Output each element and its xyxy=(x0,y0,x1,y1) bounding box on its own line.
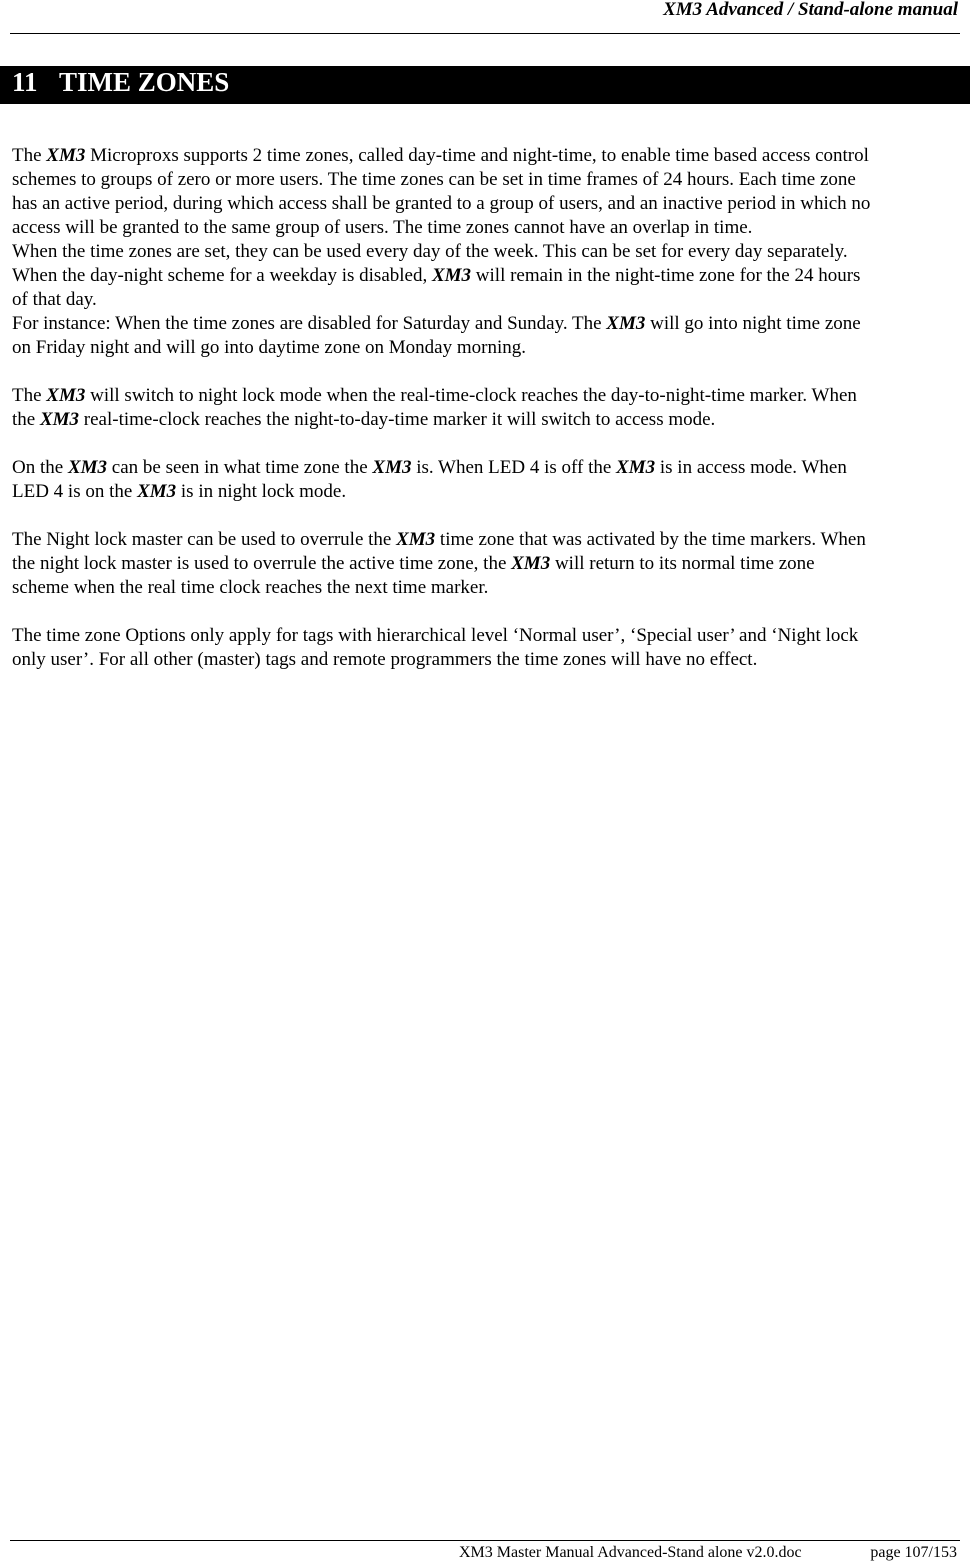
footer-document-name: XM3 Master Manual Advanced-Stand alone v2.0.doc xyxy=(459,1544,802,1561)
text-line: the night lock master is used to overrule the active time zone, the XM3 will return to its normal time zone xyxy=(12,553,815,574)
text-line: On the XM3 can be seen in what time zone the XM3 is. When LED 4 is off the XM3 is in access mode. When xyxy=(12,457,847,478)
text-line: The time zone Options only apply for tags with hierarchical level ‘Normal user’, ‘Special user’ and ‘Night lock xyxy=(12,625,859,646)
product-name: XM3 xyxy=(46,385,86,406)
product-name: XM3 xyxy=(46,145,86,166)
paragraph xyxy=(12,456,962,504)
page-header xyxy=(10,0,960,34)
text-line: For instance: When the time zones are disabled for Saturday and Sunday. The XM3 will go into night time zone xyxy=(12,313,861,334)
text-line: of that day. xyxy=(12,289,97,310)
product-name: XM3 xyxy=(616,457,656,478)
product-name: XM3 xyxy=(67,457,108,478)
text-line: only user’. For all other (master) tags and remote programmers the time zones will have no effect. xyxy=(12,649,758,670)
product-name: XM3 xyxy=(511,553,551,574)
product-name: XM3 xyxy=(137,481,177,502)
text-line: When the day-night scheme for a weekday is disabled, XM3 will remain in the night-time zone for the 24 hours xyxy=(12,265,861,286)
product-name: XM3 xyxy=(606,313,646,334)
product-name: XM3 xyxy=(39,409,80,430)
text-line: When the time zones are set, they can be used every day of the week. This can be set for every day separately. xyxy=(12,241,848,262)
text-line: The XM3 will switch to night lock mode when the real-time-clock reaches the day-to-night-time marker. When xyxy=(12,385,857,406)
text-line: The XM3 Microproxs supports 2 time zones, called day-time and night-time, to enable time based access control xyxy=(12,145,869,166)
paragraph xyxy=(12,528,962,600)
paragraph xyxy=(12,384,962,432)
section-number: 11 xyxy=(12,67,38,97)
text-line: the XM3 real-time-clock reaches the night-to-day-time marker it will switch to access mode. xyxy=(12,409,716,430)
paragraph xyxy=(12,624,962,672)
text-line: access will be granted to the same group of users. The time zones cannot have an overlap in time. xyxy=(12,217,753,238)
product-name: XM3 xyxy=(431,265,472,286)
header-title: XM3 Advanced / Stand-alone manual xyxy=(663,0,958,20)
product-name: XM3 xyxy=(396,529,436,550)
body-content xyxy=(12,144,962,696)
text-line: on Friday night and will go into daytime zone on Monday morning. xyxy=(12,337,526,358)
section-title: TIME ZONES xyxy=(59,67,230,97)
text-line: scheme when the real time clock reaches the next time marker. xyxy=(12,577,489,598)
text-line: The Night lock master can be used to overrule the XM3 time zone that was activated by the time markers. When xyxy=(12,529,866,550)
paragraph xyxy=(12,144,962,360)
text-line: has an active period, during which access shall be granted to a group of users, and an inactive period in which no xyxy=(12,193,871,214)
text-line: schemes to groups of zero or more users. The time zones can be set in time frames of 24 hours. Each time zone xyxy=(12,169,856,190)
footer-rule xyxy=(10,1540,960,1541)
section-heading xyxy=(0,66,970,104)
footer-page-number: page 107/153 xyxy=(870,1544,957,1561)
text-line: LED 4 is on the XM3 is in night lock mode. xyxy=(12,481,347,502)
product-name: XM3 xyxy=(372,457,412,478)
